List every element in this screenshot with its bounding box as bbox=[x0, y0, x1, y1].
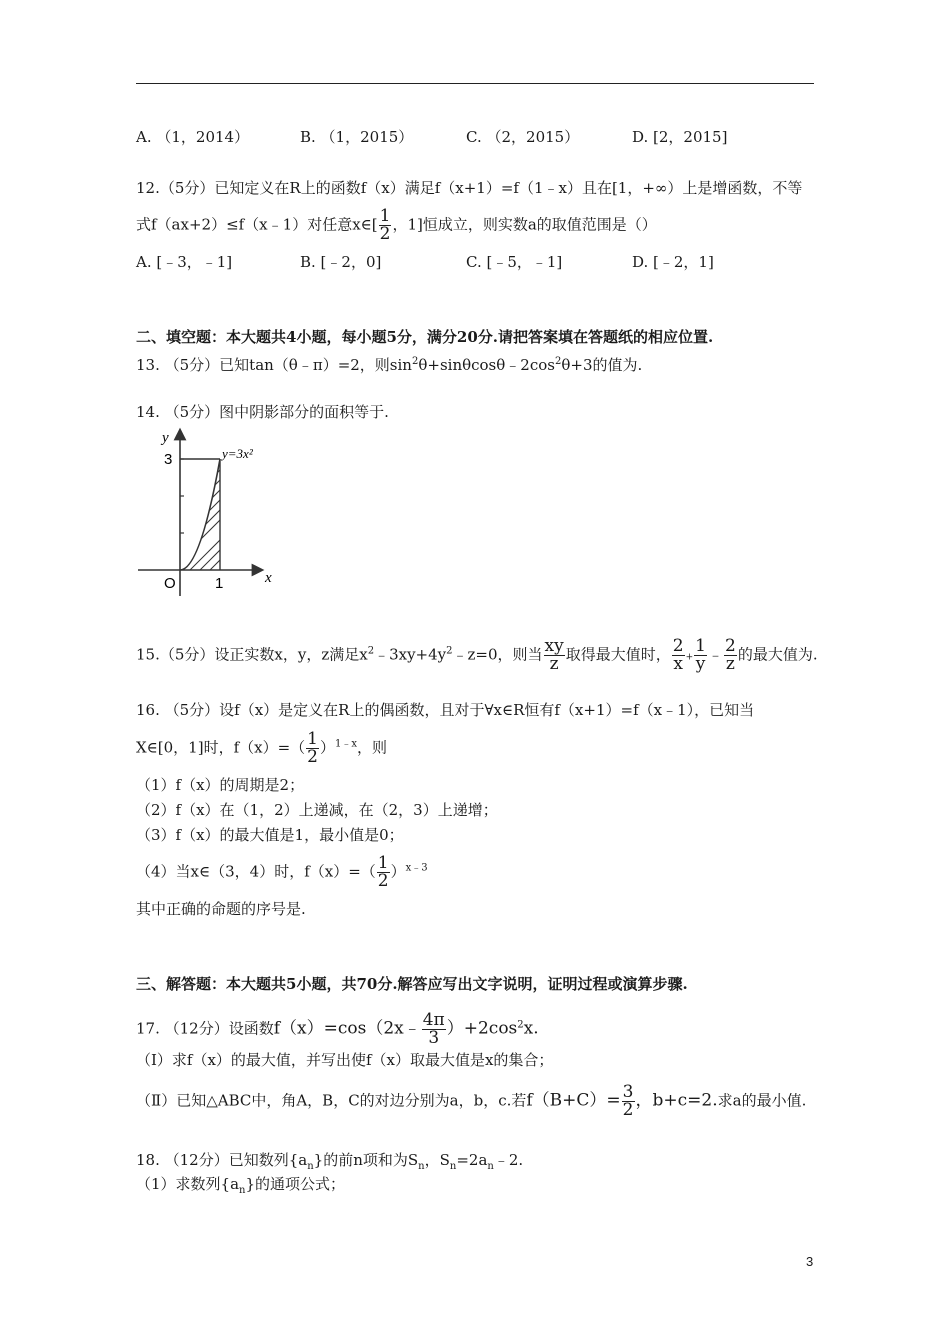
q18-part1-text-b: }的通项公式； bbox=[245, 1175, 346, 1193]
q17-frac-den: 3 bbox=[428, 1028, 440, 1048]
q15-minus: ﹣ bbox=[707, 645, 723, 664]
q12-option-d: D. [﹣2，1] bbox=[632, 253, 714, 271]
q18-sub3: n bbox=[449, 1161, 457, 1172]
q17-fraction bbox=[422, 1012, 446, 1047]
q12-line2 bbox=[136, 208, 657, 243]
page-number: 3 bbox=[806, 1254, 814, 1269]
q13-text-b: θ+sinθcosθ﹣2cos bbox=[418, 356, 555, 374]
y-tick-3: 3 bbox=[164, 451, 173, 468]
q16-item4 bbox=[136, 855, 428, 890]
q16-item3: （3）f（x）的最大值是1，最小值是0； bbox=[136, 826, 404, 844]
origin-label: O bbox=[164, 575, 176, 592]
q15-sup2: 2 bbox=[446, 645, 453, 657]
q15-f2-num: 2 bbox=[672, 636, 684, 656]
q17-part2-text-c: ，b+c=2. bbox=[635, 1090, 718, 1111]
q12-text-a: 式f（ax+2）≤f（x﹣1）对任意x∈[ bbox=[136, 215, 378, 234]
q15-plus: + bbox=[685, 652, 694, 663]
q17-frac-num: 4π bbox=[422, 1010, 445, 1030]
q15-text-b: ﹣3xy+4y bbox=[374, 645, 447, 664]
x-axis-label: x bbox=[265, 570, 272, 586]
q18-line bbox=[136, 1150, 523, 1177]
q17-part2-fraction bbox=[622, 1084, 635, 1119]
q15-text-a: 15.（5分）设正实数x，y，z满足x bbox=[136, 645, 368, 664]
q13-line bbox=[136, 352, 642, 375]
q17-text-a: 17. （12分）设函数 bbox=[136, 1019, 274, 1038]
q18-text-c: ，S bbox=[424, 1151, 450, 1169]
q13-text-c: θ+3的值为. bbox=[561, 356, 643, 374]
q11-option-d: D. [2，2015] bbox=[632, 128, 728, 146]
x-tick-1: 1 bbox=[215, 575, 224, 592]
q15-text-e: 的最大值为. bbox=[737, 645, 818, 664]
q12-option-c: C. [﹣5，﹣1] bbox=[466, 253, 563, 271]
q16-text-b: ） bbox=[319, 738, 335, 757]
q16-item4-text-b: ） bbox=[390, 862, 406, 881]
q17-part2-frac-num: 3 bbox=[622, 1082, 634, 1102]
q16-frac-num: 1 bbox=[307, 729, 318, 749]
q14-line: 14. （5分）图中阴影部分的面积等于. bbox=[136, 403, 389, 421]
q16-item4-text-a: （4）当x∈（3，4）时，f（x）=（ bbox=[136, 862, 376, 881]
q17-part2-text-a: （Ⅱ）已知△ABC中，角A，B，C的对边分别为a，b，c.若 bbox=[136, 1091, 527, 1110]
q17-line bbox=[136, 1012, 539, 1047]
q16-item4-fraction bbox=[377, 855, 390, 890]
q18-text-b: }的前n项和为S bbox=[313, 1151, 419, 1169]
q16-line2 bbox=[136, 731, 387, 766]
q15-text-d: 取得最大值时， bbox=[565, 645, 671, 664]
q18-part1 bbox=[136, 1174, 345, 1201]
q15-frac-2-z bbox=[724, 638, 737, 673]
header-rule bbox=[136, 83, 814, 84]
y-axis-label: y bbox=[162, 430, 169, 446]
q16-item4-frac-num: 1 bbox=[377, 853, 389, 873]
q17-part2-text-b: f（B+C）= bbox=[526, 1090, 621, 1111]
q17-part1: （Ⅰ）求f（x）的最大值，并写出使f（x）取最大值是x的集合； bbox=[136, 1051, 554, 1069]
q16-item2: （2）f（x）在（1，2）上递减，在（2，3）上递增； bbox=[136, 801, 498, 819]
q15-f3-den: y bbox=[695, 654, 706, 674]
q18-sub5: n bbox=[239, 1185, 246, 1196]
q12-text-b: ，1]恒成立，则实数a的取值范围是（） bbox=[392, 215, 657, 234]
q12-line1: 12.（5分）已知定义在R上的函数f（x）满足f（x+1）=f（1﹣x）且在[1，+∞）上是增函数，不等 bbox=[136, 179, 803, 197]
q15-f3-num: 1 bbox=[695, 636, 706, 656]
q15-f1-den: z bbox=[549, 654, 559, 674]
q17-sup: 2 bbox=[517, 1019, 524, 1031]
q12-frac-den: 2 bbox=[379, 224, 391, 244]
q11-option-b: B. （1，2015） bbox=[300, 128, 414, 146]
q18-sub2: n bbox=[418, 1161, 425, 1172]
q11-option-a: A. （1，2014） bbox=[136, 128, 250, 146]
q16-exp2: x﹣3 bbox=[405, 862, 428, 874]
q15-text-c: ﹣z=0，则当 bbox=[452, 645, 543, 664]
q11-option-c: C. （2，2015） bbox=[466, 128, 580, 146]
q17-part2 bbox=[136, 1084, 806, 1119]
q12-frac-num: 1 bbox=[379, 206, 391, 226]
q18-text-a: 18. （12分）已知数列{a bbox=[136, 1151, 308, 1169]
q15-f4-num: 2 bbox=[724, 636, 736, 656]
q17-text-c: ）+2cos bbox=[446, 1018, 518, 1039]
q16-exp1: 1﹣x bbox=[335, 738, 358, 750]
q13-sup2: 2 bbox=[554, 356, 562, 367]
q15-sup1: 2 bbox=[367, 645, 375, 657]
q15-f2-den: x bbox=[673, 654, 683, 674]
q16-end: 其中正确的命题的序号是. bbox=[136, 900, 306, 918]
q16-line1: 16. （5分）设f（x）是定义在R上的偶函数，且对于∀x∈R恒有f（x+1）=f（x﹣1），已知当 bbox=[136, 701, 755, 719]
q12-fraction bbox=[379, 208, 392, 243]
q13-text-a: 13. （5分）已知tan（θ﹣π）=2，则sin bbox=[136, 356, 412, 374]
q12-option-b: B. [﹣2，0] bbox=[300, 253, 382, 271]
q16-fraction bbox=[306, 731, 319, 766]
q17-part2-frac-den: 2 bbox=[622, 1100, 634, 1120]
q18-text-e: ﹣2. bbox=[493, 1151, 524, 1169]
q18-sub4: n bbox=[487, 1161, 494, 1172]
q15-f1-num: xy bbox=[544, 636, 564, 656]
area-figure bbox=[130, 426, 290, 602]
q16-text-c: ，则 bbox=[357, 738, 388, 757]
q15-frac-1-y bbox=[694, 638, 707, 673]
q18-text-d: =2a bbox=[456, 1151, 488, 1169]
q16-text-a: X∈[0，1]时，f（x）=（ bbox=[136, 738, 306, 757]
q16-item4-frac-den: 2 bbox=[377, 871, 389, 891]
q15-frac-xy-z bbox=[544, 638, 565, 673]
q17-text-b: f（x）=cos（2x﹣ bbox=[273, 1018, 421, 1039]
q17-part2-text-d: 求a的最小值. bbox=[717, 1091, 807, 1110]
q18-part1-text-a: （1）求数列{a bbox=[136, 1175, 240, 1193]
section2-title: 二、填空题：本大题共4小题，每小题5分，满分20分.请把答案填在答题纸的相应位置. bbox=[136, 328, 714, 346]
q15-f4-den: z bbox=[725, 654, 735, 674]
q16-frac-den: 2 bbox=[307, 747, 318, 767]
q18-sub1: n bbox=[307, 1161, 314, 1172]
q13-sup1: 2 bbox=[411, 356, 419, 367]
q17-text-d: x. bbox=[523, 1018, 539, 1039]
parabola-curve bbox=[180, 459, 220, 570]
q15-frac-2-x bbox=[672, 638, 685, 673]
q15-line bbox=[136, 638, 818, 673]
section3-title: 三、解答题：本大题共5小题，共70分.解答应写出文字说明，证明过程或演算步骤. bbox=[136, 975, 688, 993]
q16-item1: （1）f（x）的周期是2； bbox=[136, 776, 305, 794]
curve-label: y=3x² bbox=[222, 446, 253, 461]
q12-option-a: A. [﹣3，﹣1] bbox=[136, 253, 233, 271]
